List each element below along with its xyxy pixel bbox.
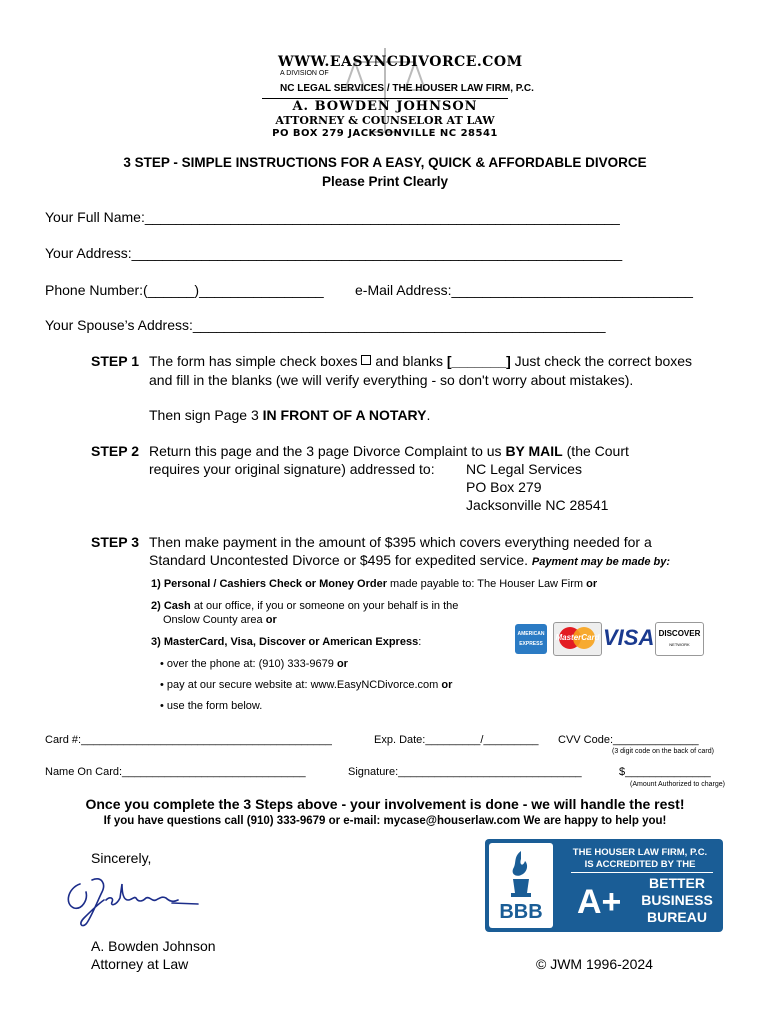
exp-date-field[interactable]: Exp. Date:_________/_________: [374, 734, 539, 746]
discover-logo-icon: [655, 622, 704, 656]
payment-bullet-web-or: or: [441, 679, 453, 691]
payment-bullet-web-text: • pay at our secure website at: www.EasyNCDivorce.com: [160, 679, 439, 691]
step1-sign: [149, 406, 430, 424]
step1-text-b: and blanks: [375, 353, 444, 369]
bbb-logo-text: BBB: [499, 901, 543, 923]
payment-option-1: [151, 578, 597, 590]
visa-text: VISA: [603, 625, 655, 650]
signer-name: A. Bowden Johnson: [91, 938, 216, 954]
step1-line2: and fill in the blanks (we will verify everything - so don't worry about mistakes).: [149, 372, 634, 388]
website-url: WWW.EASYNCDIVORCE.COM: [278, 54, 523, 70]
closing-contact: If you have questions call (910) 333-9679 or e-mail: mycase@houserlaw.com We are happy to help you!: [103, 815, 667, 827]
payment-note: Payment may be made by:: [531, 556, 671, 568]
visa-logo-icon: [603, 622, 655, 654]
payment-option-2-line2: [163, 614, 277, 626]
step1-sign-c: .: [426, 407, 431, 423]
step1-blank: [_______]: [446, 353, 511, 369]
payment-option-2-text2: Onslow County area: [163, 614, 263, 626]
step2-line2: requires your original signature) addressed to:: [149, 461, 435, 477]
mail-address-2: PO Box 279: [466, 479, 542, 495]
mail-address-3: Jacksonville NC 28541: [466, 497, 609, 513]
step2-text-a: Return this page and the 3 page Divorce Complaint to us: [149, 443, 502, 459]
payment-bullet-web: [160, 679, 452, 691]
discover-text: DISCOVER: [658, 629, 701, 638]
cvv-field[interactable]: CVV Code:______________: [558, 734, 699, 746]
payment-bullet-phone: [160, 658, 348, 670]
signature-field[interactable]: Signature:______________________________: [348, 766, 582, 778]
bbb-line1: BETTER: [649, 875, 705, 891]
cvv-note: (3 digit code on the back of card): [612, 748, 714, 755]
amount-note: (Amount Authorized to charge): [630, 781, 725, 788]
bbb-divider: [571, 872, 713, 873]
mail-address-1: NC Legal Services: [466, 461, 582, 477]
closing-headline: Once you complete the 3 Steps above - your involvement is done - we will handle the rest!: [85, 796, 685, 812]
discover-subtext: NETWORK: [669, 642, 690, 647]
step3-line1: Then make payment in the amount of $395 which covers everything needed for a: [149, 534, 652, 550]
payment-bullet-phone-text: • over the phone at: (910) 333-9679: [160, 658, 334, 670]
page-subtitle: Please Print Clearly: [321, 174, 449, 189]
step3-label: STEP 3: [91, 534, 139, 550]
phone-field[interactable]: Phone Number:(______)________________: [45, 282, 324, 298]
payment-option-2-or: or: [265, 614, 277, 626]
bbb-logo-panel: [489, 843, 553, 928]
payment-option-2-bold: 2) Cash: [151, 600, 191, 612]
bbb-accredited: IS ACCREDITED BY THE: [584, 859, 696, 870]
step1-text-a: The form has simple check boxes: [149, 353, 358, 369]
bbb-line2: BUSINESS: [641, 892, 713, 908]
copyright: © JWM 1996-2024: [536, 956, 653, 972]
signature-image: [62, 870, 202, 930]
bbb-badge: [485, 839, 723, 932]
signer-title: Attorney at Law: [91, 956, 189, 972]
payment-option-3-text: :: [418, 636, 422, 648]
payment-option-1-text: made payable to: The Houser Law Firm: [390, 578, 584, 590]
step1-text-c: Just check the correct boxes: [514, 353, 693, 369]
spouse-address-field[interactable]: Your Spouse’s Address:_____________________________________________________: [45, 317, 606, 333]
payment-option-3: [151, 636, 421, 648]
amex-text: AMERICAN EXPRESS: [517, 631, 545, 647]
payment-bullet-phone-or: or: [336, 658, 348, 670]
amex-logo-icon: [515, 624, 547, 654]
address-field[interactable]: Your Address:_______________________________________________________________: [45, 245, 623, 261]
step3-line2: [149, 551, 670, 571]
mastercard-text: MasterCard: [555, 633, 600, 642]
bbb-firm: THE HOUSER LAW FIRM, P.C.: [572, 847, 708, 858]
attorney-name: A. BOWDEN JOHNSON: [292, 99, 478, 114]
bbb-line3: BUREAU: [647, 909, 707, 925]
email-field[interactable]: e-Mail Address:_______________________________: [355, 282, 693, 298]
checkbox-icon: [361, 355, 371, 365]
step1-sign-a: Then sign Page 3: [149, 407, 259, 423]
payment-option-3-bold: 3) MasterCard, Visa, Discover or American Express: [151, 636, 419, 648]
payment-bullet-form: • use the form below.: [160, 700, 263, 712]
page-title: 3 STEP - SIMPLE INSTRUCTIONS FOR A EASY, QUICK & AFFORDABLE DIVORCE: [123, 155, 647, 170]
attorney-title: ATTORNEY & COUNSELOR AT LAW: [275, 114, 495, 127]
payment-option-1-bold: 1) Personal / Cashiers Check or Money Order: [151, 578, 387, 590]
step2-text-b: BY MAIL: [505, 443, 563, 459]
sincerely: Sincerely,: [91, 850, 152, 866]
step2-text-c: (the Court: [566, 443, 629, 459]
payment-option-1-or: or: [586, 578, 598, 590]
step1-label: STEP 1: [91, 353, 139, 369]
name-on-card-field[interactable]: Name On Card:______________________________: [45, 766, 306, 778]
torch-icon: [503, 849, 539, 899]
step2-label: STEP 2: [91, 443, 139, 459]
payment-option-2-text: at our office, if you or someone on your behalf is in the: [193, 600, 459, 612]
firm-line: NC LEGAL SERVICES / THE HOUSER LAW FIRM, P.C.: [280, 83, 534, 94]
amount-field[interactable]: $______________: [619, 766, 711, 778]
full-name-field[interactable]: Your Full Name:_____________________________________________________________: [45, 209, 620, 225]
step3-line2-text: Standard Uncontested Divorce or $495 for expedited service.: [149, 552, 528, 568]
division-label: A DIVISION OF: [280, 70, 329, 77]
bbb-rating: A+: [577, 883, 622, 921]
payment-option-2: [151, 600, 458, 612]
step2-text: [149, 442, 629, 460]
step1-text: [149, 352, 692, 370]
attorney-address: PO BOX 279 JACKSONVILLE NC 28541: [272, 128, 498, 139]
mastercard-logo-icon: [553, 622, 602, 656]
step1-sign-b: IN FRONT OF A NOTARY: [262, 407, 427, 423]
card-number-field[interactable]: Card #:_________________________________________: [45, 734, 332, 746]
